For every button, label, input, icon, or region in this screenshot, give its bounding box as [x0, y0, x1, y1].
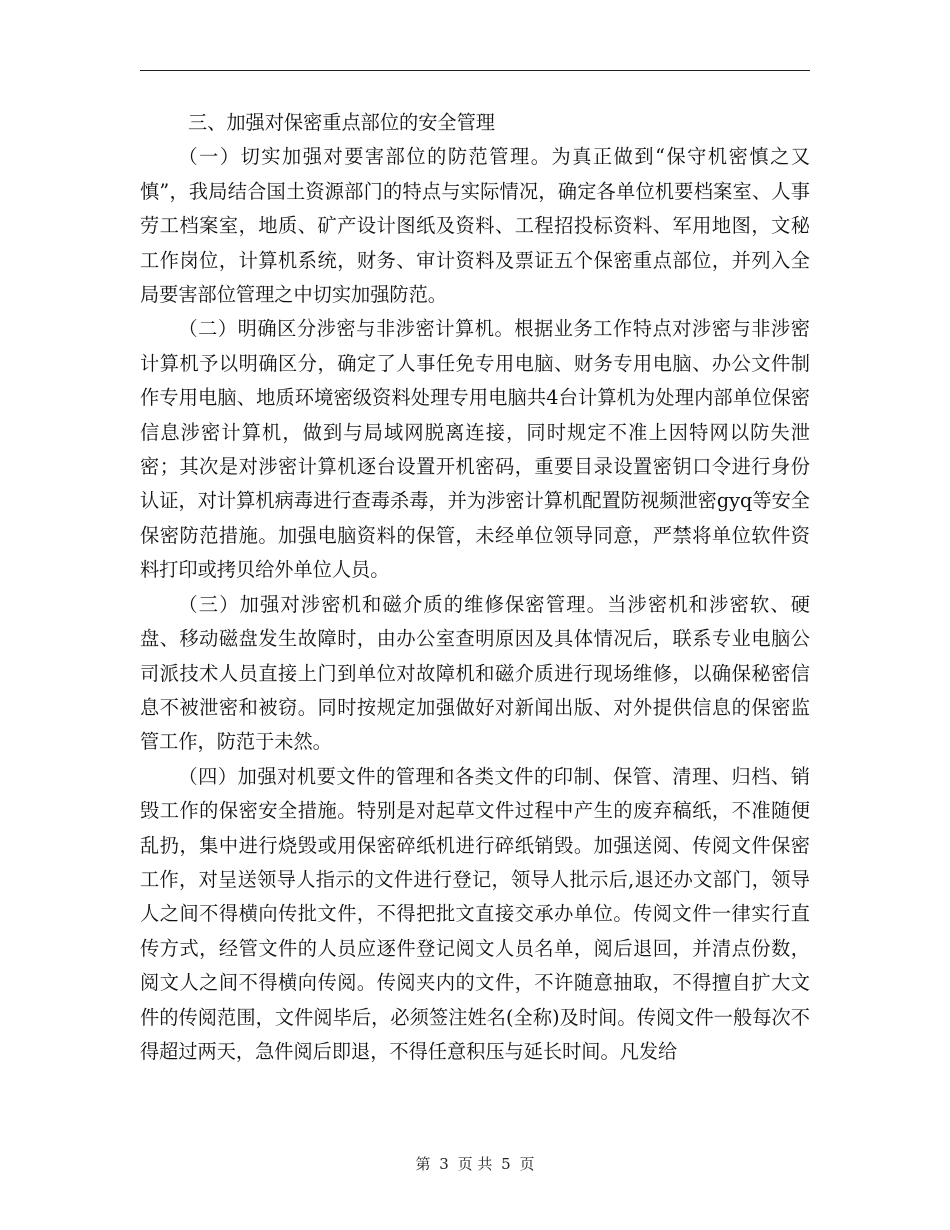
section-heading: 三、加强对保密重点部位的安全管理	[188, 111, 495, 134]
footer-suffix: 页	[519, 1155, 535, 1173]
paragraph-3: （三）加强对涉密机和磁介质的维修保密管理。当涉密机和涉密软、硬盘、移动磁盘发生故障时，由办公室查明原因及具体情况后，联系专业电脑公司派技术人员直接上门到单位对故障机和磁介质进行现场维修，以确保秘密信息不被泄密和被窃。同时按规定加强做好对新闻出版、对外提供信息的保密监管工作，防范于未然。	[140, 592, 810, 754]
document-body	[140, 106, 810, 1069]
footer-middle: 页 共	[457, 1155, 493, 1173]
paragraph-2: （二）明确区分涉密与非涉密计算机。根据业务工作特点对涉密与非涉密计算机予以明确区分，确定了人事任免专用电脑、财务专用电脑、办公文件制作专用电脑、地质环境密级资料处理专用电脑共4台计算机为处理内部单位保密信息涉密计算机，做到与局域网脱离连接，同时规定不准上因特网以防失泄密；其次是对涉密计算机逐台设置开机密码，重要目录设置密钥口令进行身份认证，对计算机病毒进行查毒杀毒，并为涉密计算机配置防视频泄密gyq等安全保密防范措施。加强电脑资料的保管，未经单位领导同意，严禁将单位软件资料打印或拷贝给外单位人员。	[140, 317, 810, 582]
current-page-number: 3	[439, 1155, 449, 1173]
total-pages-number: 5	[501, 1155, 511, 1173]
header-rule	[140, 70, 810, 71]
paragraph-1: （一）切实加强对要害部位的防范管理。为真正做到“保守机密慎之又慎”，我局结合国土资源部门的特点与实际情况，确定各单位机要档案室、人事劳工档案室，地质、矿产设计图纸及资料、工程招投标资料、军用地图，文秘工作岗位，计算机系统，财务、审计资料及票证五个保密重点部位，并列入全局要害部位管理之中切实加强防范。	[140, 145, 810, 307]
paragraph-4: （四）加强对机要文件的管理和各类文件的印制、保管、清理、归档、销毁工作的保密安全措施。特别是对起草文件过程中产生的废弃稿纸，不准随便乱扔，集中进行烧毁或用保密碎纸机进行碎纸销毁。加强送阅、传阅文件保密工作，对呈送领导人指示的文件进行登记，领导人批示后,退还办文部门，领导人之间不得横向传批文件，不得把批文直接交承办单位。传阅文件一律实行直传方式，经管文件的人员应逐件登记阅文人员名单，阅后退回，并清点份数，阅文人之间不得横向传阅。传阅夹内的文件，不许随意抽取，不得擅自扩大文件的传阅范围，文件阅毕后，必须签注姓名(全称)及时间。传阅文件一般每次不得超过两天，急件阅后即退，不得任意积压与延长时间。凡发给	[140, 764, 810, 1063]
footer-prefix: 第	[415, 1155, 431, 1173]
page-number-footer	[0, 1154, 950, 1174]
